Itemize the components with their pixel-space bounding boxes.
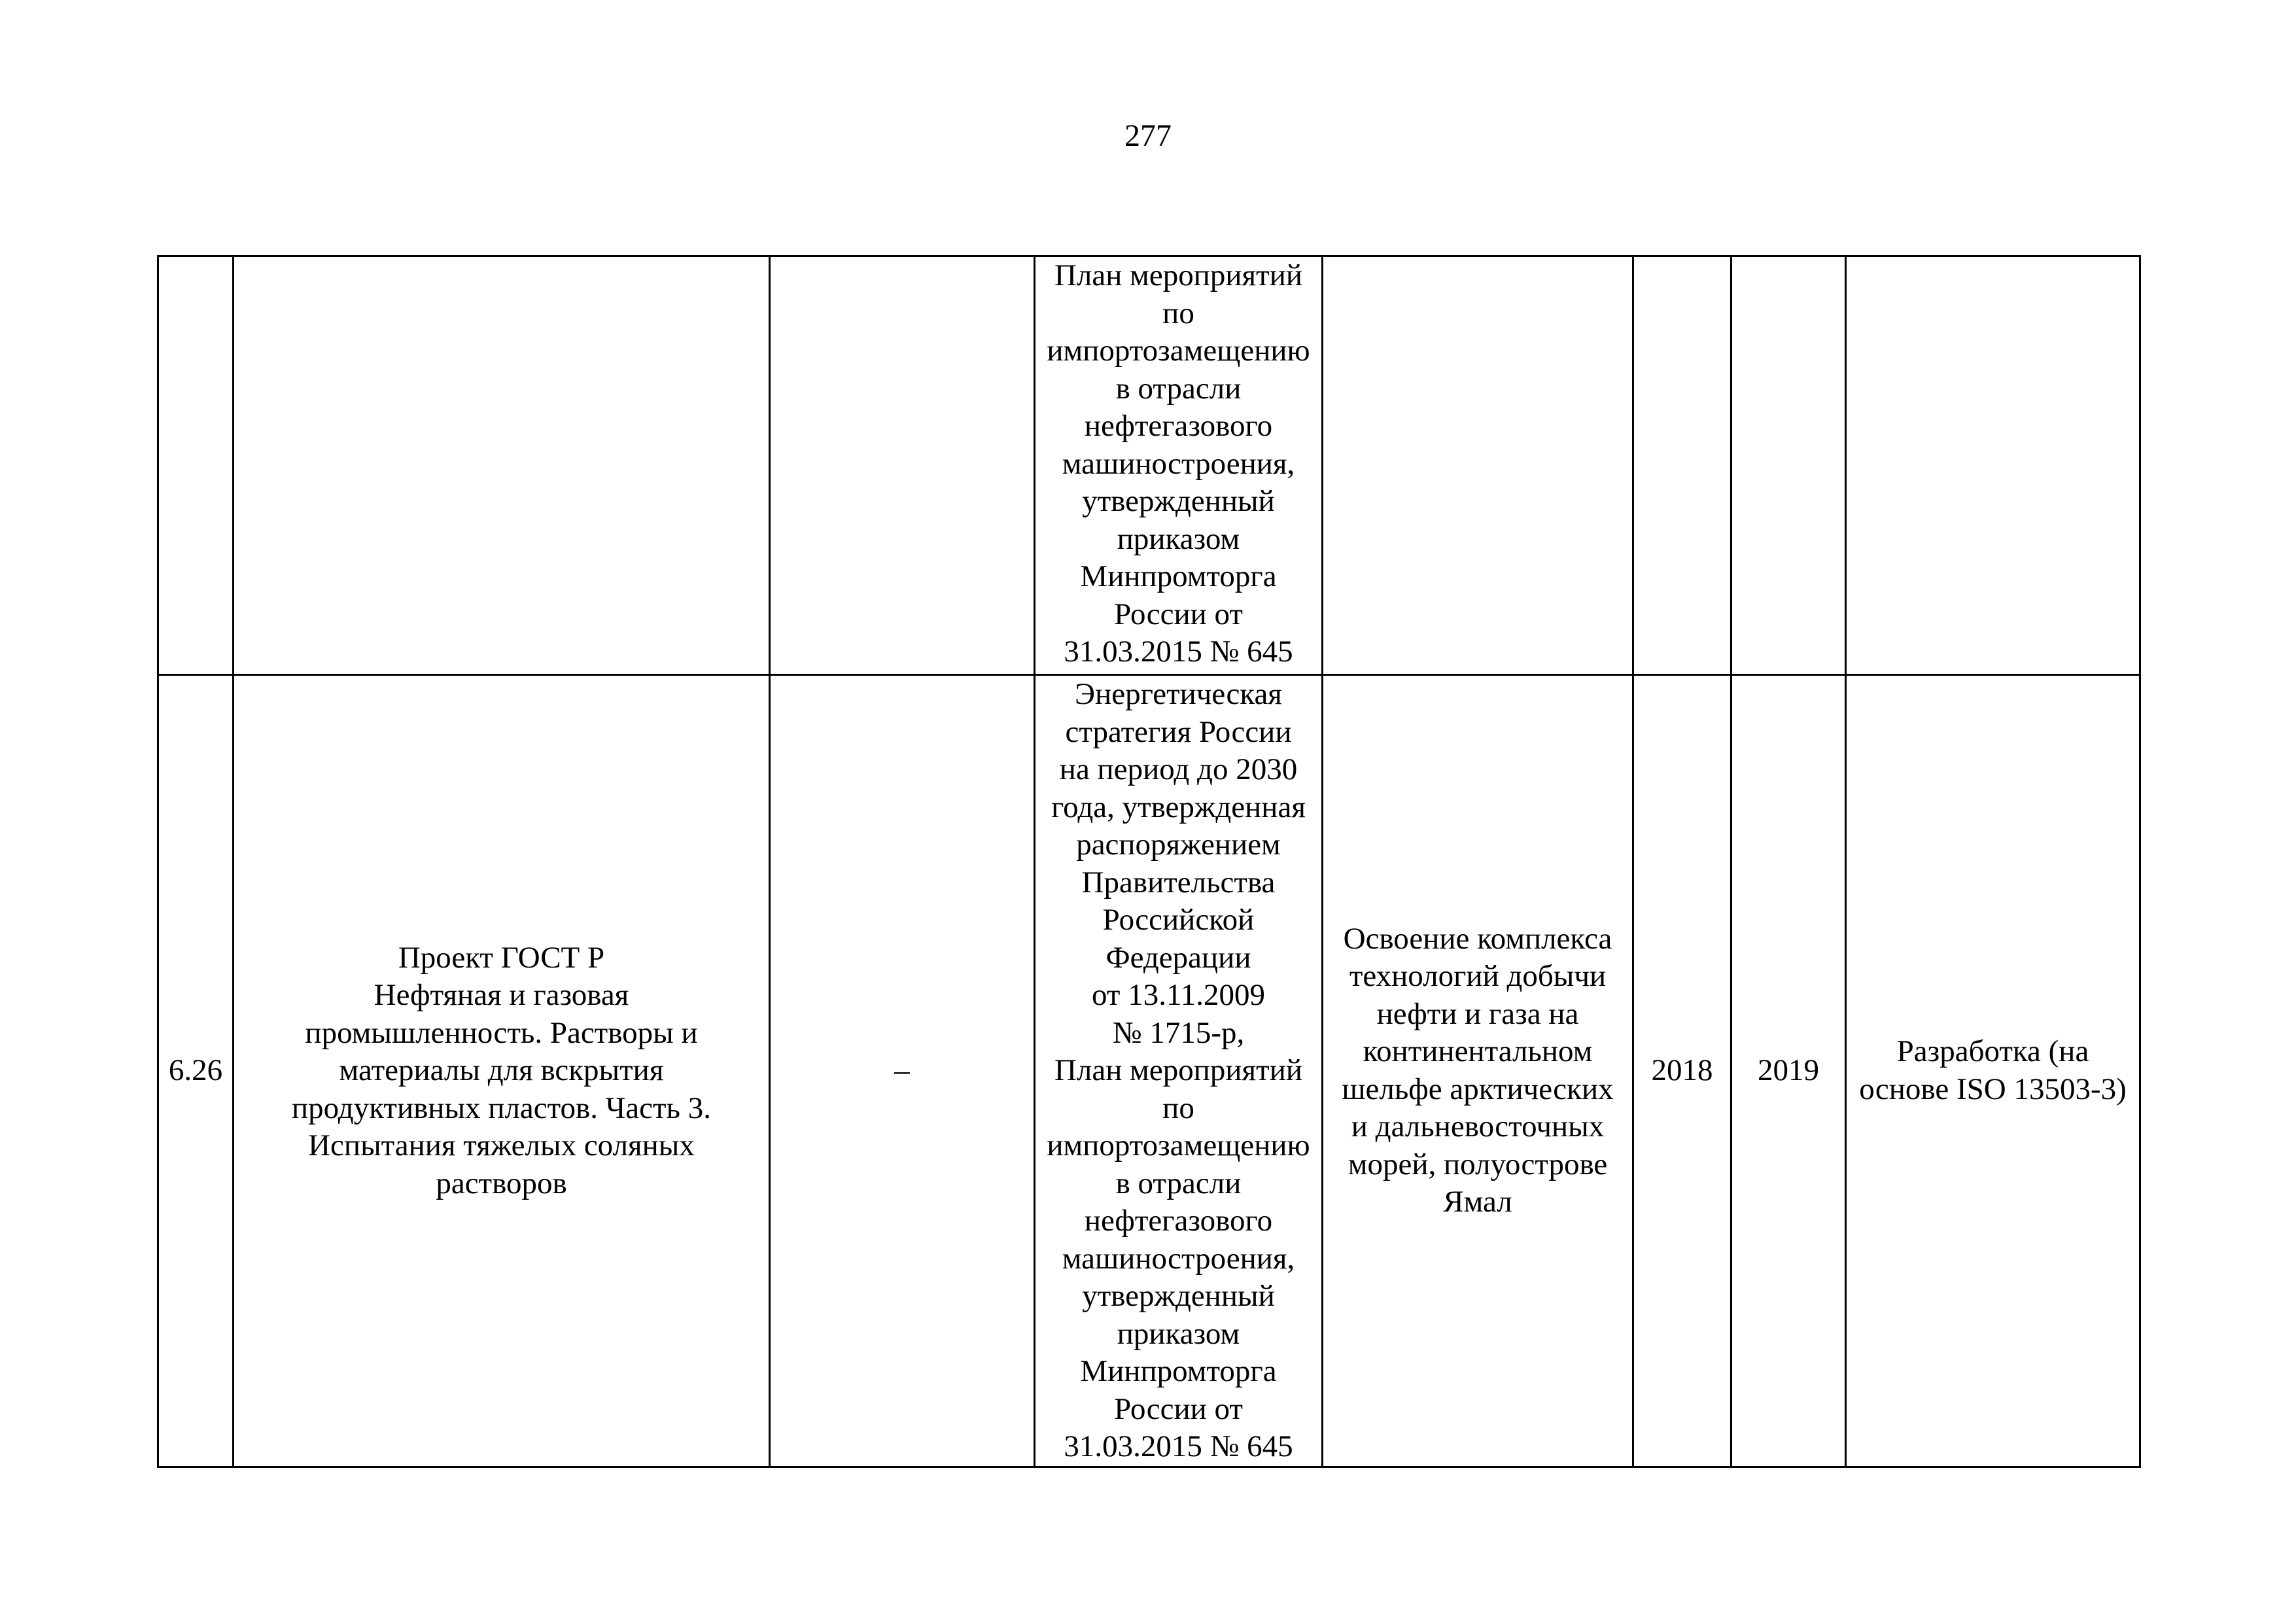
- page-number: 277: [1124, 118, 1172, 153]
- cell-note: [1846, 256, 2140, 675]
- cell-end-year: 2019: [1731, 675, 1846, 1467]
- cell-col3: –: [770, 675, 1035, 1467]
- cell-start-year: 2018: [1633, 675, 1731, 1467]
- table-row: [158, 256, 2140, 675]
- cell-purpose: Освоение комплекса технологий добычи нефти и газа на континентальном шельфе арктических и дальневосточных морей, полуострове Ямал: [1323, 675, 1633, 1467]
- cell-end-year: [1731, 256, 1846, 675]
- cell-start-year: [1633, 256, 1731, 675]
- cell-basis: Энергетическая стратегия России на период до 2030 года, утвержденная распоряжением Правительства Российской Федерации от 13.11.2009 № 1715-р, План мероприятий по импортозамещению в отрасли нефтегазового машиностроения, утвержденный приказом Минпромторга России от 31.03.2015 № 645: [1035, 675, 1323, 1467]
- cell-basis: План мероприятий по импортозамещению в отрасли нефтегазового машиностроения, утвержденный приказом Минпромторга России от 31.03.2015 № 645: [1035, 256, 1323, 675]
- cell-number: 6.26: [158, 675, 234, 1467]
- table-row: [158, 675, 2140, 1467]
- cell-number: [158, 256, 234, 675]
- cell-purpose: [1323, 256, 1633, 675]
- cell-title: [234, 256, 770, 675]
- cell-note: Разработка (на основе ISO 13503-3): [1846, 675, 2140, 1467]
- cell-col3: [770, 256, 1035, 675]
- cell-title: Проект ГОСТ Р Нефтяная и газовая промышленность. Растворы и материалы для вскрытия продуктивных пластов. Часть 3. Испытания тяжелых соляных растворов: [234, 675, 770, 1467]
- standards-table: [157, 255, 2141, 1468]
